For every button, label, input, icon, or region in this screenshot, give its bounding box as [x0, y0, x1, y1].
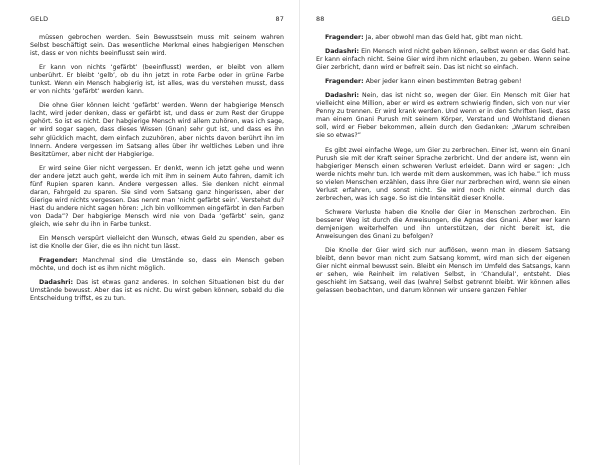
left-paragraph-4: Er wird seine Gier nicht vergessen. Er denkt, wenn ich jetzt gehe und wenn der andere jetzt auch geht, werde ich mit ihm in seinem Auto fahren, damit ich fünf Rupien sparen kann. Andere vergessen alles. Sie denken nicht einmal daran, Fahrgeld zu sparen. Sie sind vom Satsang ganz hingerissen, aber der Gierige wird nichts vergessen. Das nennt man ‘nicht gefärbt sein’. Verstehst du? Hast du andere nicht sagen hören: „Ich bin vollkommen eingefärbt in den Farben von Dada”? Der habgierige Mensch wird nie von Dada ‘gefärbt’ sein, ganz gleich, wie sehr du ihn in Farbe tunkst.	[30, 164, 284, 228]
left-paragraph-2: Er kann von nichts ‘gefärbt’ (beeinflusst) werden, er bleibt von allem unberührt. Er bleibt ‘gelb’, ob du ihn jetzt in rote Farbe oder in grüne Farbe tunkst. Wenn ein Mensch habgierig ist, ist alles, was du verstehen musst, dass er von nichts ‘gefärbt’ werden kann.	[30, 64, 284, 96]
right-paragraph-7: Die Knolle der Gier wird sich nur auflösen, wenn man in diesem Satsang bleibt, denn bevor man nicht zum Satsang kommt, wird man sich der eigenen Gier nicht einmal bewusst sein. Bleibt ein Mensch im Umfeld des Satsangs, kann er sehen, wie Reinheit im relativen Selbst, in ‘Chandulal’, entsteht. Dies geschieht im Satsang, weil das (wahre) Selbst getrennt bleibt. Wir können alles gelassen beobachten, und darum können wir unsere ganzen Fehler	[316, 247, 570, 295]
right-paragraph-2: Dadashri: Ein Mensch wird nicht geben können, selbst wenn er das Geld hat. Er kann einfach nicht. Seine Gier wird ihm nicht erlauben, zu geben. Wenn seine Gier zerbricht, dann wird er befreit sein. Das ist nicht so einfach.	[316, 48, 570, 72]
right-paragraph-6: Schwere Verluste haben die Knolle der Gier in Menschen zerbrochen. Ein besserer Weg ist durch die Anweisungen, die Agnas des Gnani. Aber wer kann demjenigen weiterhelfen und ihn unterstützen, der nicht bereit ist, die Anweisungen des Gnani zu befolgen?	[316, 208, 570, 240]
right-paragraph-5: Es gibt zwei einfache Wege, um Gier zu zerbrechen. Einer ist, wenn ein Gnani Purush sie mit der Kraft seiner Sprache zerbricht. Und der andere ist, wenn ein habgieriger Mensch einen schweren Verlust erleidet. Dann wird er sagen: „Ich werde nichts mehr tun. Ich werde mit dem auskommen, was ich habe.” Ich muss so vielen Menschen erzählen, dass ihre Gier nur zerbrechen wird, wenn sie einen Verlust erfahren, und sonst nicht. Sie wird noch nicht einmal durch das zerbrechen, was ich sage. So ist die Intensität dieser Knolle.	[316, 146, 570, 202]
left-page-number: 87	[275, 15, 284, 23]
right-page-number: 88	[316, 15, 325, 23]
left-paragraph-5: Ein Mensch verspürt vielleicht den Wunsch, etwas Geld zu spenden, aber es ist die Knolle der Gier, die es ihn nicht tun lässt.	[30, 235, 284, 251]
left-paragraph-1: müssen gebrochen werden. Sein Bewusstsein muss mit seinem wahren Selbst beschäftigt sein. Das wesentliche Merkmal eines habgierigen Menschen ist, dass er von nichts beeinflusst sein wird.	[30, 34, 284, 58]
right-page	[300, 0, 600, 465]
right-paragraph-4: Dadashri: Nein, das ist nicht so, wegen der Gier. Ein Mensch mit Gier hat vielleicht eine Million, aber er wird es extrem schwierig finden, sich von nur vier Penny zu trennen. Er wird krank werden. Und wenn er in den Schriften liest, dass man einem Gnani Purush mit seinem Körper, Verstand und Wohlstand dienen soll, wird er Fieber bekommen, allein durch den Gedanken: „Warum schreiben sie so etwas?”	[316, 92, 570, 140]
left-paragraph-7: Dadashri: Das ist etwas ganz anderes. In solchen Situationen bist du der Umstände bewusst. Aber das ist es nicht. Du wirst geben können, sobald du die Entscheidung triffst, es zu tun.	[30, 279, 284, 303]
left-paragraph-3: Die ohne Gier können leicht ‘gefärbt’ werden. Wenn der habgierige Mensch lacht, wird jeder denken, dass er gefärbt ist, und dass er zum Rest der Gruppe gehört. So ist es nicht. Der habgierige Mensch wird allem zuhören, was ich sage, er wird sogar sagen, dass dieses Wissen (Gnan) sehr gut ist, und dass es ihn sehr glücklich macht, dem einfach zuzuhören, aber nichts davon berührt ihn im Innern. Andere vergessen im Satsang alles über ihr weltliches Leben und ihre Besitztümer, aber nicht der Habgierige.	[30, 102, 284, 158]
speaker-label: Dadashri:	[325, 48, 359, 56]
speaker-label: Fragender:	[325, 78, 364, 86]
speaker-label: Dadashri:	[325, 92, 359, 100]
right-paragraph-1: Fragender: Ja, aber obwohl man das Geld hat, gibt man nicht.	[325, 34, 523, 41]
speaker-label: Dadashri:	[39, 279, 73, 287]
left-header-title: GELD	[30, 15, 49, 23]
left-running-head	[30, 15, 284, 25]
speaker-label: Fragender:	[325, 34, 364, 41]
right-header-title: GELD	[551, 15, 570, 23]
speaker-label: Fragender:	[39, 257, 78, 265]
right-running-head	[316, 15, 570, 25]
left-paragraph-6: Fragender: Manchmal sind die Umstände so, dass ein Mensch geben möchte, und doch ist es ihm nicht möglich.	[30, 257, 284, 273]
right-paragraph-3: Fragender: Aber jeder kann einen bestimmten Betrag geben!	[325, 78, 522, 86]
